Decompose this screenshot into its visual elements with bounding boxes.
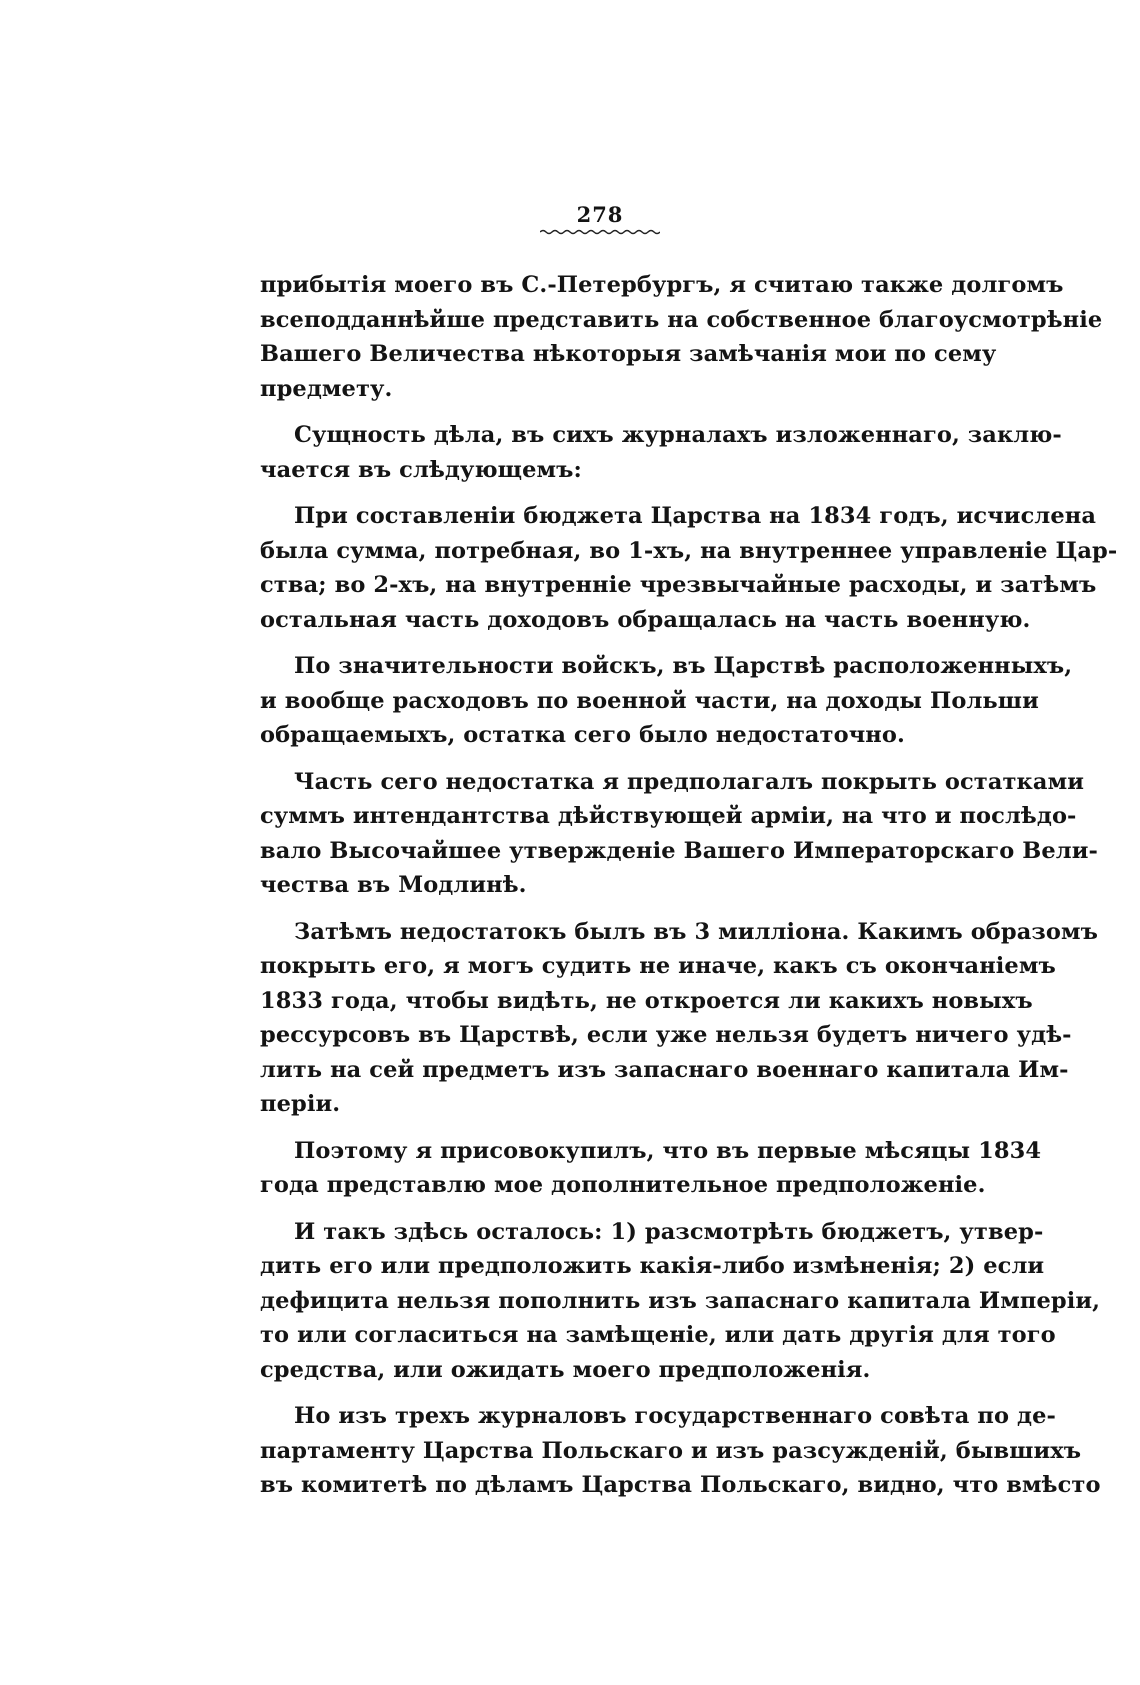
text-line: суммъ интендантства дѣйствующей арміи, на что и послѣдо- [260,803,1077,829]
paragraph-2 [260,418,1062,487]
text-line: то или согласиться на замѣщеніе, или дать другія для того [260,1322,1056,1348]
text-line: При составленіи бюджета Царства на 1834 годъ, исчислена [294,503,1097,529]
paragraph-4 [260,649,1073,753]
paragraph-7 [260,1134,1042,1203]
text-line: остальная часть доходовъ обращалась на часть военную. [260,606,1031,633]
text-line: Поэтому я присовокупилъ, что въ первые мѣсяцы 1834 [294,1137,1042,1164]
paragraph-1 [260,268,1103,406]
text-line: Но изъ трехъ журналовъ государственнаго совѣта по де- [294,1403,1056,1429]
paragraph-8 [260,1215,1101,1388]
text-line: предмету. [260,375,393,402]
text-line: И такъ здѣсь осталось: 1) разсмотрѣть бюджетъ, утвер- [294,1218,1044,1245]
text-line: была сумма, потребная, во 1-хъ, на внутреннее управленіе Цар- [260,537,1118,564]
text-line: Вашего Величества нѣкоторыя замѣчанія мои по сему [260,341,997,367]
text-line: Затѣмъ недостатокъ былъ въ 3 милліона. Какимъ образомъ [294,918,1098,945]
text-line: партаменту Царства Польскаго и изъ разсужденій, бывшихъ [260,1437,1082,1464]
text-line: лить на сей предметъ изъ запаснаго военнаго капитала Им- [260,1056,1069,1083]
text-line: По значительности войскъ, въ Царствѣ расположенныхъ, [294,653,1073,679]
text-line: и вообще расходовъ по военной части, на доходы Польши [260,687,1039,714]
text-line: дить его или предположить какія-либо измѣненія; 2) если [260,1253,1045,1279]
page-header [530,203,670,235]
text-line: вало Высочайшее утвержденіе Вашего Императорскаго Вели- [260,837,1098,864]
text-line: года представлю мое дополнительное предположеніе. [260,1172,986,1198]
paragraph-9 [260,1399,1101,1503]
text-line: въ комитетѣ по дѣламъ Царства Польскаго, видно, что вмѣсто [260,1472,1101,1498]
paragraph-5 [260,765,1098,903]
text-line: обращаемыхъ, остатка сего было недостаточно. [260,722,905,748]
text-line: чества въ Модлинѣ. [260,872,527,898]
text-line: чается въ слѣдующемъ: [260,456,582,483]
body-text [260,268,1118,1515]
text-line: средства, или ожидать моего предположенія. [260,1356,871,1383]
text-line: рессурсовъ въ Царствѣ, если уже нельзя будетъ ничего удѣ- [260,1022,1072,1048]
text-line: 1833 года, чтобы видѣть, не откроется ли какихъ новыхъ [260,987,1033,1014]
text-line: періи. [260,1091,341,1117]
paragraph-6 [260,915,1098,1122]
text-line: всеподданнѣйше представить на собственное благоусмотрѣніе [260,306,1103,333]
page-number: 278 [576,202,624,227]
text-line: покрыть его, я могъ судить не иначе, какъ съ окончаніемъ [260,953,1056,979]
text-line: дефицита нельзя пополнить изъ запаснаго капитала Имперіи, [260,1287,1101,1314]
paragraph-3 [260,499,1118,637]
text-line: Часть сего недостатка я предполагалъ покрыть остатками [294,768,1085,795]
wavy-rule-ornament [540,229,660,235]
text-line: ства; во 2-хъ, на внутренніе чрезвычайные расходы, и затѣмъ [260,572,1097,598]
text-line: Сущность дѣла, въ сихъ журналахъ изложеннаго, заклю- [294,422,1062,448]
text-line: прибытія моего въ С.-Петербургъ, я считаю также долгомъ [260,272,1064,298]
